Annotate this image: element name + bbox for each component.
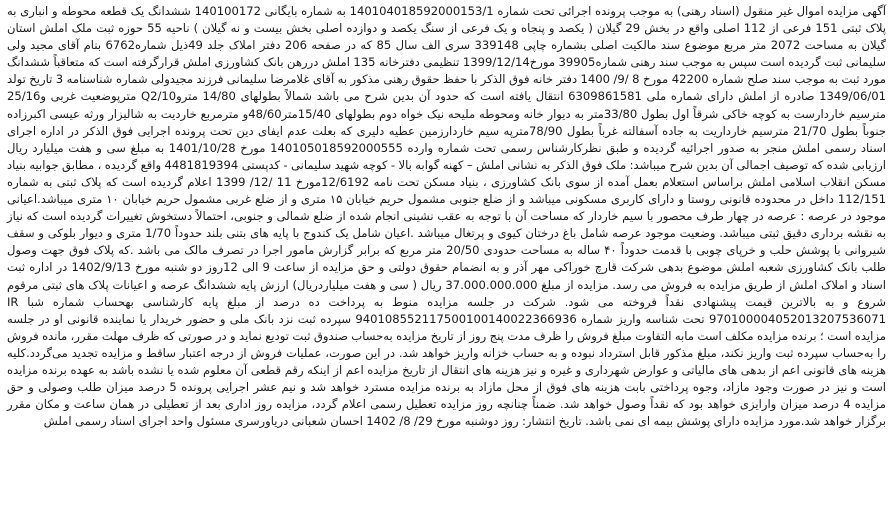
notice-body-text: آگهی مزایده اموال غیر منقول (اسناد رهنی) به موجب پرونده اجرائی تحت شماره 14010401859200015​3/1 به شماره بایگانی 140100172 ششدانگ یک قطعه محوطه و انباری به پلاک ثبتی 151 فرعی از 112 اصلی واقع در بخش 29 گیلان ( یکصد و پنجاه و یک فرعی از سنگ یکصد و دوازده اصلی بخش بیست و نه گیلان ) ناحیه 55 حوزه ثبت ملک املش استان گیلان به مساحت 2072 متر مربع موضوع سند مالکیت اصلی بشماره چاپی 339148 سری الف سال 85 که در صفحه 206 دفتر املاک جلد 49ذیل شماره6762 بنام آقای مجید ولی سلیمانی ثبت گردیده است سپس به موجب سند رهنی شماره39905 مورخ1399/12/14 تنظیمی دفترخانه 135 املش دررهن بانک کشاورزی املش قرارگرفته است که متعاقباً ششدانگ مورد ثبت به موجب سند صلح شماره 42200 مورخ 8 /9/ 1400 دفتر خانه فوق الذکر با حفظ حقوق رهنی مذکور به آقای غلامرضا سلیمانی فرزند مجیدولی شماره شناسنامه 3 تاریخ تولد 1349/06/01 صادره از املش دارای شماره ملی 6309861581 انتقال یافته است که حدود آن بدین شرح می باشد شمالاً بطولهای 14/80 متروQ2/10 مترپوضعیت غربی و25/16 مترسیم خاردارست به کوچه خاکی شرقاً اول بطول 33/80متر به دیوار خانه ومحوطه ملیحه نیک خواه دوم بطولهای 15/40متر48/60و مترمربع خاردیت به شالیزار ورثه عیسی اکبرزاده جنوباً بطول 21/70 مترسیم خارداریت به جاده آسفالته غرباً بطول 78/90مترپه سیم خاردارزمین عطیه دلیری که بعلت عدم ایفای دین تحت پرونده اجرایی فوق الذکر در اداره اجرای اسناد رسمی املش منجر به صدور اجرائیه گردیده و طبق نظرکارشناس رسمی تحت شماره وارده 14010501859200055​5 مورخ 1401/10/28 به مبلغ سی و هفت میلیارد ریال ارزیابی شده که توصیف اجمالی آن بدین شرح میباشد: ملک فوق الذکر به نشانی املش – کهنه گوابه بالا - کوچه شهید سلیمانی - کدپستی 4481819394 واقع گردیده ، مطابق جوابیه بنیاد مسکن انقلاب اسلامی املش براساس استعلام بعمل آمده از سوی بانک کشاورزی ، بنیاد مسکن تحت نامه 12/6192مورخ 11 /12/ 1399 اعلام گردیده است که پلاک ثبتی به شماره 112/151 داخل در محدوده قانونی روستا و دارای کاربری مسکونی میباشد و از ضلع جنوبی مشمول حریم خیابان ۱۵ متری و از ضلع غربی مشمول حریم خیابان ۱۰ متری میباشد.اعیانی موجود در عرصه : عرصه در چهار طرف محصور با سیم خاردار که مساحت آن با توجه به عقب نشینی انجام شده از ضلع شمالی و جنوبی، احتمالاً دستخوش تغییرات گردیده است که نیاز به نقشه برداری دقیق ثبتی میباشد. وضعیت موجود عرصه شامل باغ درختان کیوی و پرتغال میباشد .اعیان شامل یک کندوج با پایه های بتنی بلند حدوداً 1/70 متری و دیوار بلوکی و سقف شیروانی با پوشش حلب و خرپای چوبی با قدمت حدوداً ۴۰ ساله به مساحت حدودی 20/50 متر مربع که برابر گزارش مامور اجرا در تصرف مالک می باشد .که پلاک فوق جهت وصول طلب بانک کشاورزی شعبه املش موضوع بدهی شرکت قارچ خوراکی مهر آذر و به انضمام حقوق دولتی و حق مزایده از ساعت 9 الی 12روز دو شنبه مورخ 1402/9/13 در اداره ثبت اسناد و املاک املش از طریق مزایده به فروش می رسد. مزایده از مبلغ 37.000.000.000 ریال ( سی و هفت میلیاردریال) ارزش پایه ششدانگ عرصه و اعیانات پلاک های ثبتی مرقوم شروع و به بالاترین قیمت پیشنهادی نقداً فروخته می شود. شرکت در جلسه مزایده منوط به پرداخت ده درصد از مبلغ پایه کارشناسی بهحساب شماره شبا IR 970100004052013207536071 تحت شناسه واریز شماره 940108552117500100140022366936 سپرده ثبت نزد بانک ملی و حضور خریدار یا نماینده قانونی او در جلسه مزایده است ؛ برنده مزایده مکلف است مابه التفاوت مبلغ فروش را ظرف مدت پنج روز از تاریخ مزایده به‌حساب صندوق ثبت تودیع نماید و در صورتی که ظرف مهلت مقرر، مانده فروش را به‌حساب سپرده ثبت واریز نکند، مبلغ مذکور قابل استرداد نبوده و به حساب خزانه واریز خواهد شد. در این صورت، عملیات فروش از درجه اعتبار ساقط و مزایده تجدید می‌گردد.کلیه هزینه های قانونی اعم از بدهی های مالیاتی و عوارض شهرداری و غیره و نیز هزینه های انتقال از تاریخ مزایده اعم از اینکه رقم قطعی آن معلوم شده یا نشده باشد به عهده برنده مزایده است و نیز در صورت وجود مازاد، وجوه پرداختی بابت هزینه های فوق از محل مازاد به برنده مزایده مسترد خواهد شد و نیم عشر اجرایی پرونده 5 درصد میزان طلب وصولی و حق مزایده 4 درصد میزان وارایزی خواهد بود که نقداً وصول خواهد شد. ضمناً چنانچه روز مزایده تعطیل رسمی اعلام گردد، مزایده روز اداری بعد از تعطیلی در همان ساعت و مکان مقرر برگزار خواهد شد.مورد مزایده دارای پوشش بیمه ای نمی باشد. تاریخ انتشار: روز دوشنبه مورخ 29/ 8/ 1402 احسان شعبانی دریاورسری مسئول واحد اجرای اسناد رسمی املش — [7, 4, 887, 429]
